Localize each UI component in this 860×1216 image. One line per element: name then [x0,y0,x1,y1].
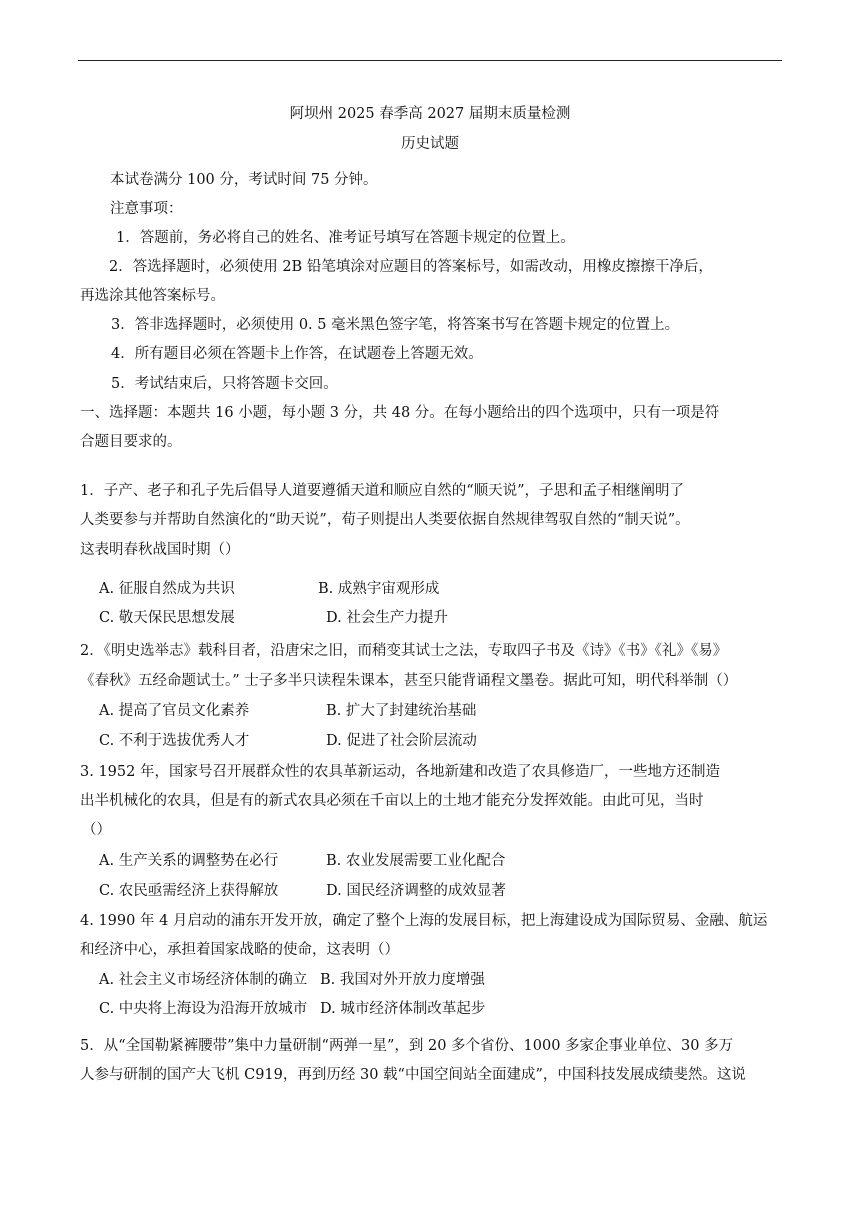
question-4-option-d: D. 城市经济体制改革起步 [320,1001,486,1017]
question-1-text: 1．子产、老子和孔子先后倡导人道要遵循天道和顺应自然的“顺天说”，子思和孟子相继阐明了 [80,483,685,499]
question-1-option-c: C. 敬天保民思想发展 [99,610,235,626]
note-item: 1．答题前，务必将自己的姓名、准考证号填写在答题卡规定的位置上。 [116,230,575,246]
note-item: 2．答选择题时，必须使用 2B 铅笔填涂对应题目的答案标号，如需改动，用橡皮擦擦干净后， [109,259,713,275]
question-5-text: 人参与研制的国产大飞机 C919，再到历经 30 载“中国空间站全面建成”，中国科技发展成绩斐然。这说 [80,1067,746,1083]
question-1-option-b: B. 成熟宇宙观形成 [318,581,440,597]
note-item: 4．所有题目必须在答题卡上作答，在试题卷上答题无效。 [111,346,483,362]
score-info: 本试卷满分 100 分，考试时间 75 分钟。 [110,172,378,188]
question-2-text: 《春秋》五经命题试士。” 士子多半只读程朱课本，甚至只能背诵程文墨卷。据此可知，明代科举制（） [80,673,738,689]
question-1-option-d: D. 社会生产力提升 [326,610,448,626]
question-2-option-d: D. 促进了社会阶层流动 [326,733,477,749]
section-heading: 一、选择题：本题共 16 小题，每小题 3 分，共 48 分。在每小题给出的四个选项中，只有一项是符 [80,405,720,421]
question-2-text: 2．《明史选举志》载科目者，沿唐宋之旧，而稍变其试士之法，专取四子书及《诗》《书》《礼》《易》 [80,643,728,659]
question-4-option-c: C. 中央将上海设为沿海开放城市 [99,1001,308,1017]
question-3-text: （） [82,822,111,838]
question-5-text: 5．从“全国勒紧裤腰带”集中力量研制“两弹一星”，到 20 多个省份、1000 多家企事业单位、30 多万 [80,1038,734,1054]
question-3-option-d: D. 国民经济调整的成效显著 [326,883,506,899]
question-1-option-a: A. 征服自然成为共识 [99,581,235,597]
question-3-option-b: B. 农业发展需要工业化配合 [326,853,506,869]
question-1-text: 人类要参与并帮助自然演化的“助天说”，荀子则提出人类要依据自然规律驾驭自然的“制天说”。 [80,512,690,528]
exam-title: 阿坝州 2025 春季高 2027 届期末质量检测 [289,106,571,122]
section-heading: 合题目要求的。 [80,434,182,450]
question-3-option-c: C. 农民亟需经济上获得解放 [99,883,279,899]
question-2-option-b: B. 扩大了封建统治基础 [326,703,477,719]
question-4-option-b: B. 我国对外开放力度增强 [320,972,485,988]
question-3-text: 出半机械化的农具，但是有的新式农具必须在千亩以上的土地才能充分发挥效能。由此可见，当时 [80,793,704,809]
note-item: 3．答非选择题时，必须使用 0. 5 毫米黑色签字笔，将答案书写在答题卡规定的位置上。 [111,317,680,333]
question-2-option-a: A. 提高了官员文化素养 [99,703,250,719]
question-4-text: 和经济中心，承担着国家战略的使命，这表明（） [80,942,399,958]
question-3-option-a: A. 生产关系的调整势在必行 [99,853,279,869]
note-item: 5．考试结束后，只将答题卡交回。 [111,376,338,392]
exam-subtitle: 历史试题 [401,136,459,152]
question-3-text: 3. 1952 年，国家号召开展群众性的农具革新运动，各地新建和改造了农具修造厂，一些地方还制造 [80,764,720,780]
note-item: 再选涂其他答案标号。 [80,288,225,304]
question-4-option-a: A. 社会主义市场经济体制的确立 [99,972,308,988]
header-rule [78,60,782,61]
question-2-option-c: C. 不利于选拔优秀人才 [99,733,250,749]
question-4-text: 4. 1990 年 4 月启动的浦东开发开放，确定了整个上海的发展目标，把上海建设成为国际贸易、金融、航运 [80,913,768,929]
question-1-text: 这表明春秋战国时期（） [80,542,240,558]
notes-heading: 注意事项： [110,201,183,217]
